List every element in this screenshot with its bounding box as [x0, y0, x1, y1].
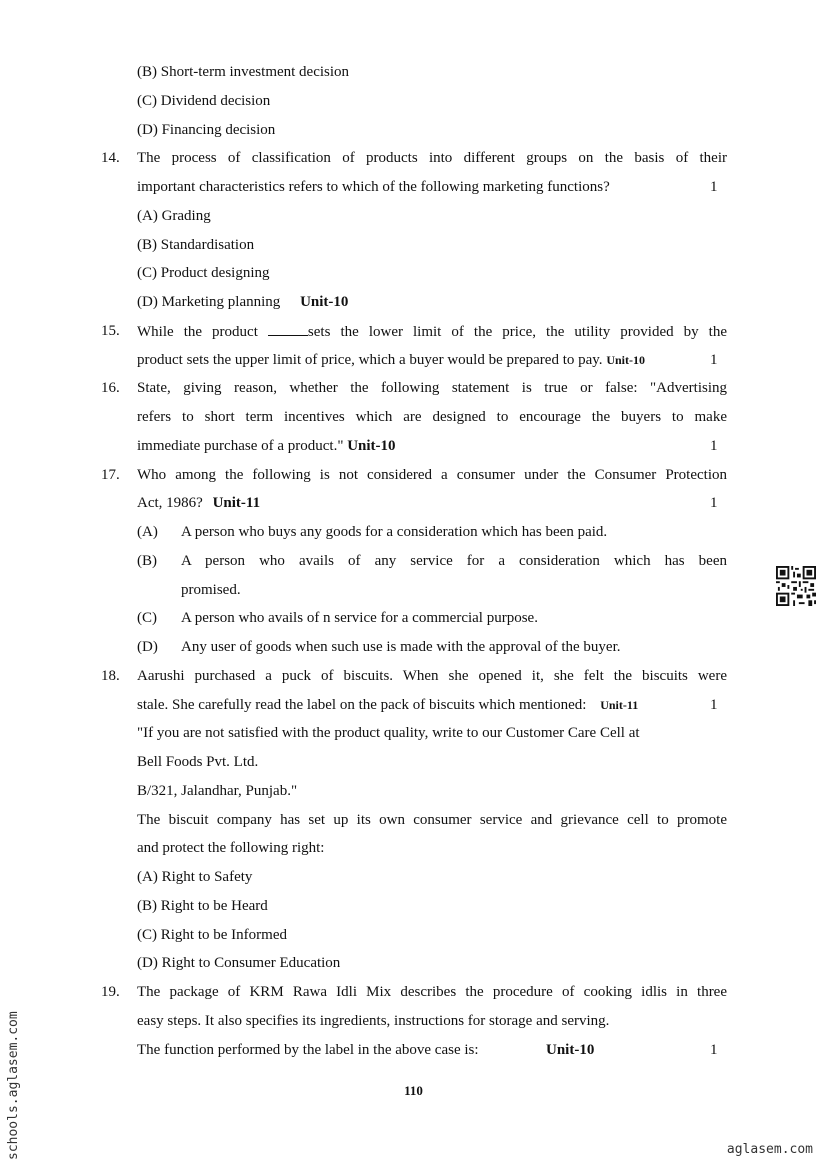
q19-number: 19. [101, 984, 120, 1000]
q14-text-line2: important characteristics refers to which of the following marketing functions? [137, 179, 610, 195]
q17-option-a-label: (A) [137, 524, 158, 540]
q17-unit: Unit-11 [212, 495, 261, 511]
q17-option-d: Any user of goods when such use is made with the approval of the buyer. [181, 639, 621, 655]
q17-option-c-label: (C) [137, 610, 157, 626]
q14-option-a: (A) Grading [137, 208, 211, 224]
q18-text-line2 [137, 695, 638, 715]
q18-marks: 1 [710, 697, 718, 713]
q13-option-c: (C) Dividend decision [137, 93, 271, 109]
q19-unit: Unit-10 [546, 1042, 595, 1058]
q17-text-line1: Who among the following is not considered a consumer under the Consumer Protection [137, 467, 727, 483]
q16-text-line3 [137, 436, 396, 456]
q14-unit: Unit-10 [300, 294, 349, 310]
q17-marks: 1 [710, 495, 718, 511]
q14-option-d [137, 292, 348, 312]
q15-text-line1 [137, 321, 727, 341]
q18-text-line6: The biscuit company has set up its own consumer service and grievance cell to promote [137, 812, 727, 828]
q16-marks: 1 [710, 438, 718, 454]
q18-option-d: (D) Right to Consumer Education [137, 955, 341, 971]
q19-text-line1: The package of KRM Rawa Idli Mix describes the procedure of cooking idlis in three [137, 984, 727, 1000]
side-watermark: schools.aglasem.com [6, 1011, 21, 1160]
q17-option-c: A person who avails of n service for a commercial purpose. [181, 610, 538, 626]
q14-number: 14. [101, 150, 120, 166]
footer-watermark: aglasem.com [726, 1142, 813, 1157]
q18-option-c: (C) Right to be Informed [137, 927, 287, 943]
q16-unit: Unit-10 [347, 438, 396, 454]
q18-text-line3: "If you are not satisfied with the product quality, write to our Customer Care Cell at [137, 725, 640, 741]
q17-option-a: A person who buys any goods for a consideration which has been paid. [181, 524, 608, 540]
q19-marks: 1 [710, 1042, 718, 1058]
qr-code-icon [776, 566, 816, 606]
q14-option-b: (B) Standardisation [137, 237, 255, 253]
q17-option-b-label: (B) [137, 553, 157, 569]
q15-blank [268, 321, 308, 336]
q15-marks: 1 [710, 352, 718, 368]
q16-text-line2: refers to short term incentives which are designed to encourage the buyers to make [137, 409, 727, 425]
page-number: 110 [404, 1083, 423, 1098]
q15-text-line2-text: product sets the upper limit of price, which a buyer would be prepared to pay. [137, 352, 603, 368]
q19-text-line3: The function performed by the label in the above case is: [137, 1042, 479, 1058]
q17-number: 17. [101, 467, 120, 483]
q18-option-a: (A) Right to Safety [137, 869, 253, 885]
q18-text-line1: Aarushi purchased a puck of biscuits. When she opened it, she felt the biscuits were [137, 668, 727, 684]
q15-text-line2 [137, 350, 645, 370]
q14-text-line1: The process of classification of products into different groups on the basis of their [137, 150, 727, 166]
q18-unit: Unit-11 [600, 698, 639, 712]
q18-text-line2-text: stale. She carefully read the label on the pack of biscuits which mentioned: [137, 697, 587, 713]
q13-option-d: (D) Financing decision [137, 122, 276, 138]
q18-text-line5: B/321, Jalandhar, Punjab." [137, 783, 298, 799]
q17-text-line2-text: Act, 1986? [137, 495, 203, 511]
q15-unit: Unit-10 [606, 353, 645, 367]
q17-option-b-line2: promised. [181, 582, 241, 598]
q13-option-b: (B) Short-term investment decision [137, 64, 350, 80]
q16-text-line3-text: immediate purchase of a product." [137, 438, 344, 454]
q14-option-d-text: (D) Marketing planning [137, 294, 281, 310]
q17-option-d-label: (D) [137, 639, 158, 655]
q16-number: 16. [101, 380, 120, 396]
q16-text-line1: State, giving reason, whether the following statement is true or false: "Advertising [137, 380, 727, 396]
q19-text-line2: easy steps. It also specifies its ingredients, instructions for storage and serving. [137, 1013, 610, 1029]
q17-option-b-line1: A person who avails of any service for a consideration which has been [181, 553, 727, 569]
q17-text-line2 [137, 493, 260, 513]
q15-text-line1-a: While the product [137, 324, 258, 340]
q15-number: 15. [101, 323, 120, 339]
q18-option-b: (B) Right to be Heard [137, 898, 268, 914]
q18-text-line4: Bell Foods Pvt. Ltd. [137, 754, 259, 770]
q14-option-c: (C) Product designing [137, 265, 270, 281]
q18-text-line7: and protect the following right: [137, 840, 325, 856]
q15-text-line1-b: sets the lower limit of the price, the utility provided by the [307, 324, 728, 340]
q14-marks: 1 [710, 179, 718, 195]
q18-number: 18. [101, 668, 120, 684]
